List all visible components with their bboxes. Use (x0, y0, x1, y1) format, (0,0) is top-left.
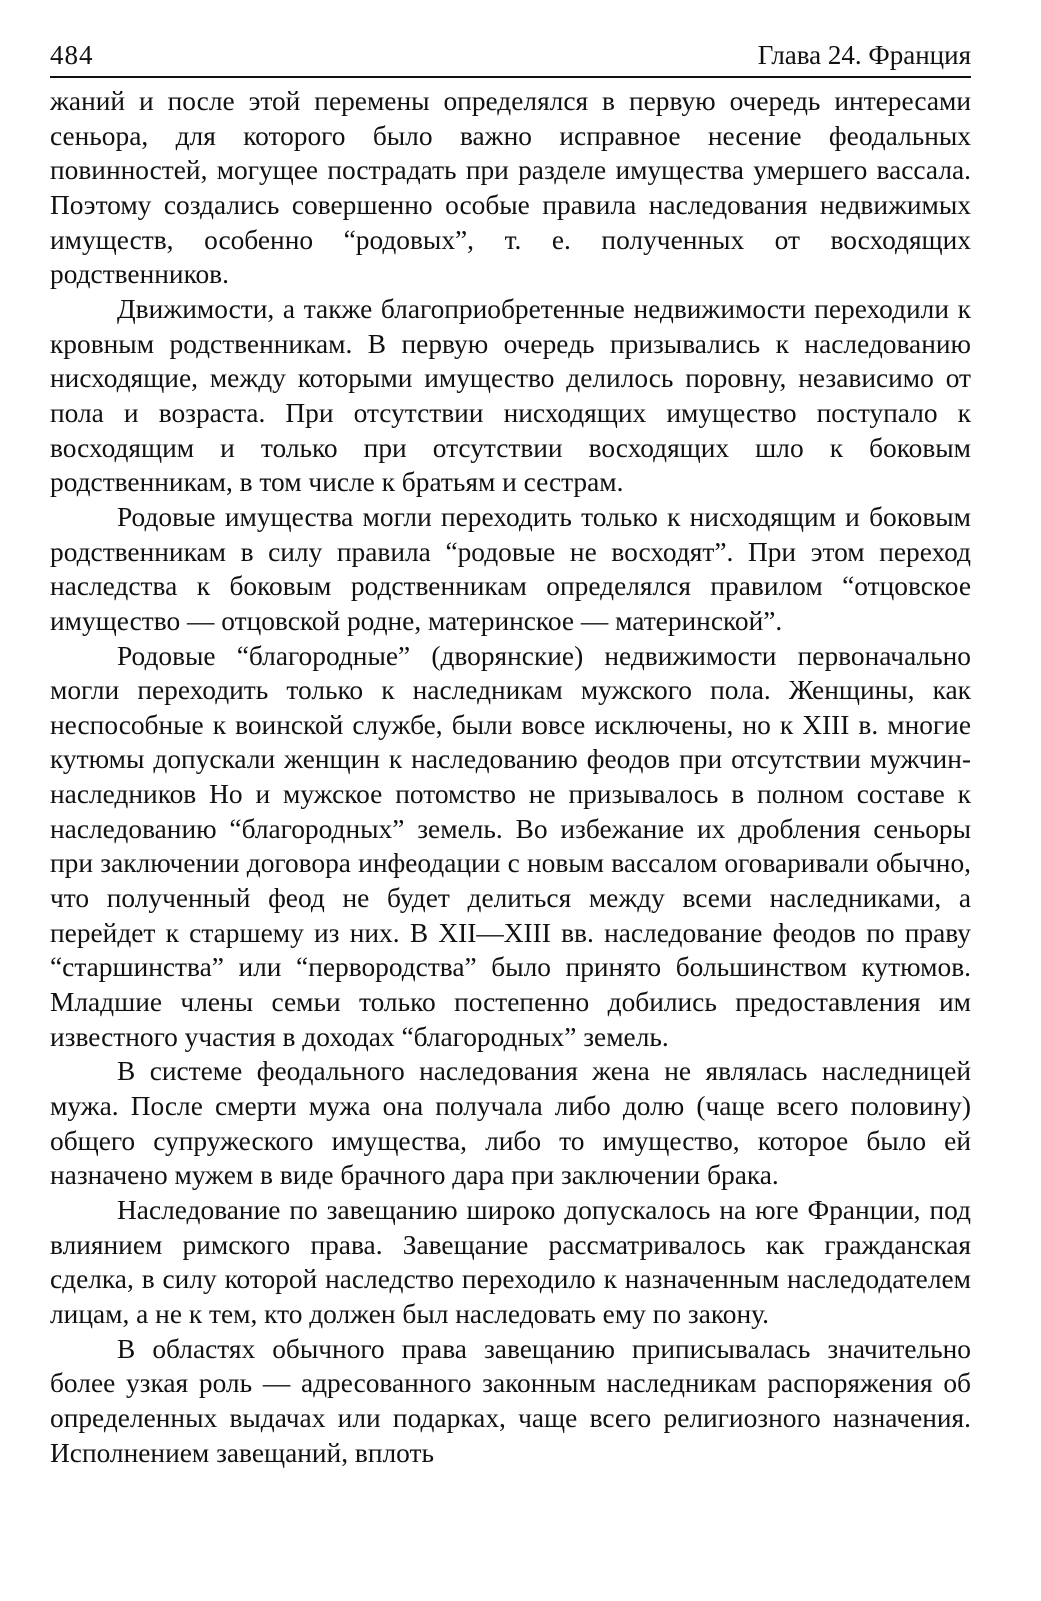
body-text (50, 84, 971, 1470)
page-number: 484 (50, 40, 94, 70)
chapter-title: Глава 24. Франция (757, 40, 971, 70)
book-page (50, 38, 971, 1470)
paragraph-movables: Движимости, а также благоприобретенные недвижимости переходили к кровным родственникам. В первую очередь призывались к наследованию нисходящие, между которыми имущество делилось поровну, независимо от пола и возраста. При отсутствии нисходящих имущество поступало к восходящим и только при отсутствии восходящих шло к боковым родственникам, в том числе к братьям и сестрам. (50, 293, 971, 498)
paragraph-family-property: Родовые имущества могли переходить только к нисходящим и боковым родственникам в силу правила “родовые не восходят”. При этом переход наследства к боковым родственникам определялся правилом “отцовское имущество — отцовской родне, материнское — материнской”. (50, 501, 971, 636)
paragraph-noble-property: Родовые “благородные” (дворянские) недвижимости первоначально могли переходить только к наследникам мужского пола. Женщины, как неспособные к воинской службе, были вовсе исключены, но к XIII в. многие кутюмы допускали женщин к наследованию феодов при отсутствии мужчин-наследников Но и мужское потомство не призывалось в полном составе к наследованию “благородных” земель. Во избежание их дробления сеньоры при заключении договора инфеодации с новым вассалом оговаривали обычно, что полученный феод не будет делиться между всеми наследниками, а перейдет к старшему из них. В XII—XIII вв. наследование феодов по праву “старшинства” или “первородства” было принято большинством кутюмов. Младшие члены семьи только постепенно добились предоставления им известного участия в доходах “благородных” земель. (50, 640, 971, 1052)
running-head (50, 38, 971, 78)
paragraph-customary-law: В областях обычного права завещанию приписывалась значительно более узкая роль — адресованного законным наследникам распоряжения об определенных выдачах или подарках, чаще всего религиозного назначения. Исполнением завещаний, вплоть (50, 1333, 971, 1468)
paragraph-wife-inheritance: В системе феодального наследования жена не являлась наследницей мужа. После смерти мужа она получала либо долю (чаще всего половину) общего супружеского имущества, либо то имущество, которое было ей назначено мужем в виде брачного дара при заключении брака. (50, 1056, 971, 1191)
paragraph-testament-south: Наследование по завещанию широко допускалось на юге Франции, под влиянием римского права. Завещание рассматривалось как гражданская сделка, в силу которой наследство переходило к назначенным наследодателем лицам, а не к тем, кто должен был наследовать ему по закону. (50, 1195, 971, 1329)
paragraph-continuation: жаний и после этой перемены определялся в первую очередь интересами сеньора, для которого было важно исправное несение феодальных повинностей, могущее пострадать при разделе имущества умершего вассала. Поэтому создались совершенно особые правила наследования недвижимых имуществ, особенно “родовых”, т. е. полученных от восходящих родственников. (50, 86, 971, 290)
